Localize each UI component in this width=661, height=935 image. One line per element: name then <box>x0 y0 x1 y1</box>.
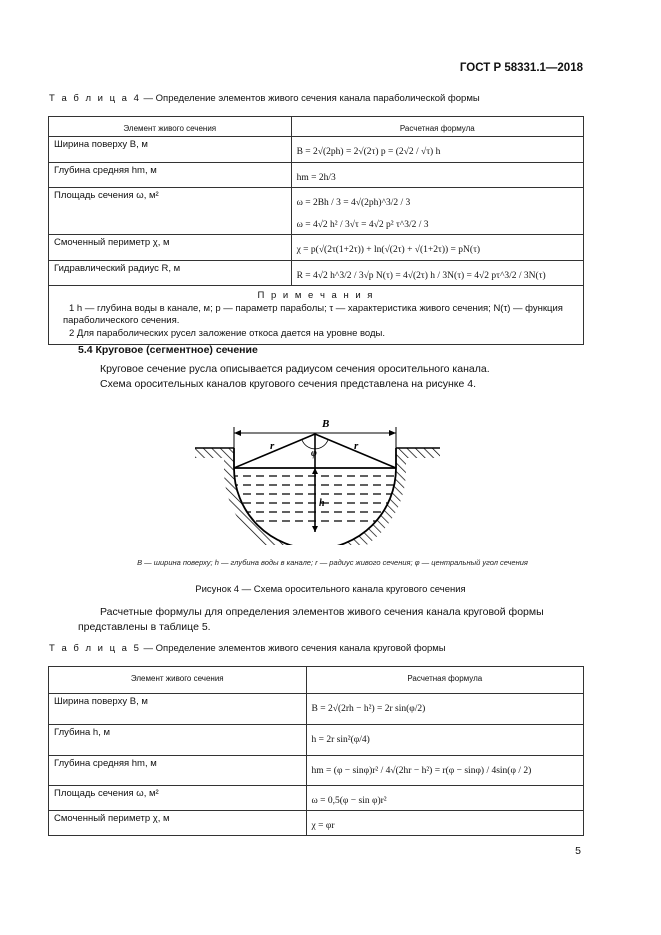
table5-element-perimeter: Смоченный периметр χ, м <box>49 811 307 836</box>
formula: B = 2√(2rh − h²) = 2r sin(φ/2) <box>311 704 426 714</box>
table4-col-element: Элемент живого сечения <box>49 117 292 137</box>
figure-legend: B — ширина поверху; h — глубина воды в канале; r — радиус живого сечения; φ — центральный угол сечения <box>137 558 528 567</box>
table4-element-area: Площадь сечения ω, м² <box>49 188 292 235</box>
table5-header-row <box>49 667 584 694</box>
table5 <box>48 666 584 836</box>
section-para-1: Круговое сечение русла описывается радиусом сечения оросительного канала. <box>100 363 490 375</box>
note-2: 2 Для параболических русел заложение откоса дается на уровне воды. <box>69 327 386 339</box>
table-row <box>49 163 584 188</box>
table-row <box>49 811 584 836</box>
table5-label: Т а б л и ц а 5 <box>49 643 141 654</box>
table5-intro: Расчетные формулы для определения элементов живого сечения канала круговой формы представлены в таблице 5. <box>78 606 544 633</box>
table4-element-width: Ширина поверху B, м <box>49 137 292 163</box>
table-row <box>49 261 584 286</box>
table4-element-radius: Гидравлический радиус R, м <box>49 261 292 286</box>
table5-element-area: Площадь сечения ω, м² <box>49 786 307 811</box>
formula: ω = 4√2 h² / 3√τ = 4√2 p² τ^3/2 / 3 <box>296 220 429 230</box>
table5-element-width: Ширина поверху B, м <box>49 694 307 725</box>
table4-element-perimeter: Смоченный периметр χ, м <box>49 235 292 261</box>
formula: hm = (φ − sinφ)r² / 4√(2hr − h²) = r(φ − sinφ) / 4sin(φ / 2) <box>311 766 532 776</box>
formula: χ = φr <box>311 821 335 831</box>
table5-element-mean-depth: Глубина средняя hm, м <box>49 756 307 786</box>
formula: hm = 2h/3 <box>296 173 336 183</box>
table5-element-depth: Глубина h, м <box>49 725 307 756</box>
formula: h = 2r sin²(φ/4) <box>311 735 370 745</box>
table-row <box>49 786 584 811</box>
notes-title: П р и м е ч а н и я <box>257 290 375 301</box>
formula: R = 4√2 h^3/2 / 3√p N(τ) = 4√(2τ) h / 3N(τ) = 4√2 pτ^3/2 / 3N(τ) <box>296 271 546 281</box>
table4-caption <box>49 93 480 104</box>
note-1: 1 h — глубина воды в канале, м; p — параметр параболы; τ — характеристика живого сечения; N(τ) — функция параболического сечения. <box>63 302 563 326</box>
formula: χ = p(√(2τ(1+2τ)) + ln(√(2τ) + √(1+2τ)) = pN(τ) <box>296 245 481 255</box>
table5-title: — Определение элементов живого сечения канала круговой формы <box>140 643 446 654</box>
table4-element-mean-depth: Глубина средняя hm, м <box>49 163 292 188</box>
table-row <box>49 235 584 261</box>
table4-notes-row <box>49 286 584 345</box>
table-row <box>49 694 584 725</box>
document-code: ГОСТ Р 58331.1—2018 <box>459 62 583 74</box>
table5-col-element: Элемент живого сечения <box>49 667 307 694</box>
figure-4-diagram <box>190 410 450 545</box>
table4 <box>48 116 584 345</box>
formula: ω = 0,5(φ − sin φ)r² <box>311 796 387 806</box>
table4-title: — Определение элементов живого сечения канала параболической формы <box>140 93 480 104</box>
formula: B = 2√(2ph) = 2√(2τ) p = (2√2 / √τ) h <box>296 147 441 157</box>
table-row <box>49 756 584 786</box>
formula: ω = 2Bh / 3 = 4√(2ph)^3/2 / 3 <box>296 198 411 208</box>
page-number: 5 <box>575 845 581 857</box>
table5-caption <box>49 643 446 654</box>
table4-col-formula: Расчетная формула <box>291 117 583 137</box>
label-r-left: r <box>270 440 275 452</box>
table4-header-row <box>49 117 584 137</box>
table-row <box>49 188 584 235</box>
figure-caption: Рисунок 4 — Схема оросительного канала кругового сечения <box>195 584 466 595</box>
label-B: B <box>322 418 330 430</box>
label-phi: φ <box>311 448 317 459</box>
table-row <box>49 137 584 163</box>
table5-col-formula: Расчетная формула <box>306 667 583 694</box>
label-h: h <box>319 498 325 509</box>
table-row <box>49 725 584 756</box>
section-title: 5.4 Круговое (сегментное) сечение <box>78 344 258 356</box>
section-para-2: Схема оросительных каналов кругового сечения представлена на рисунке 4. <box>100 378 477 390</box>
table4-label: Т а б л и ц а 4 <box>49 93 141 104</box>
label-r-right: r <box>354 440 359 452</box>
